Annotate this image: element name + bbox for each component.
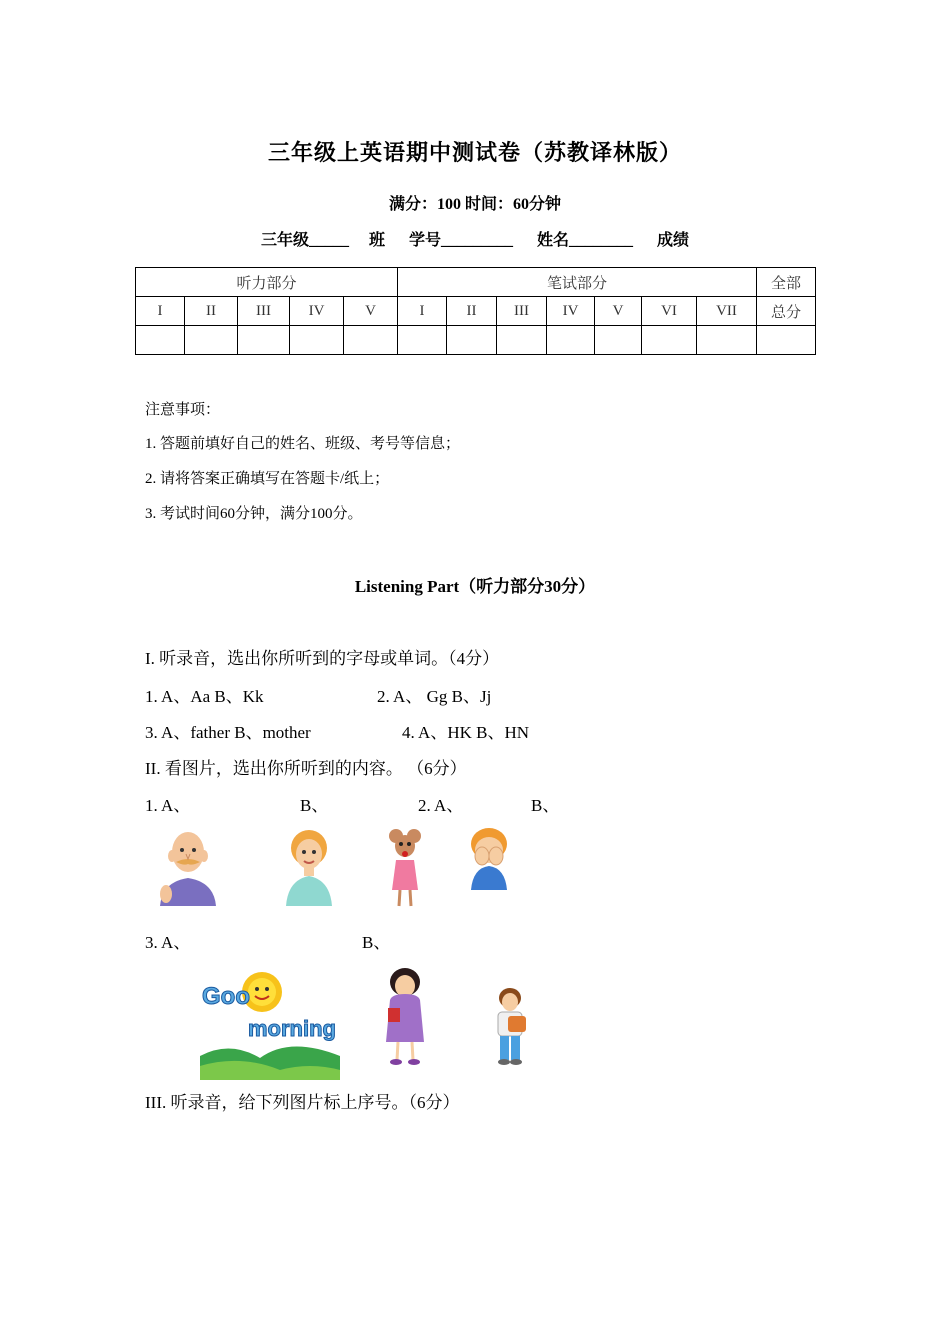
col-l5: V bbox=[344, 297, 398, 326]
note-item: 1. 答题前填好自己的姓名、班级、考号等信息； bbox=[145, 436, 461, 452]
total-header: 全部 bbox=[757, 268, 816, 297]
father-image bbox=[152, 826, 224, 908]
notes-heading: 注意事项： bbox=[145, 402, 221, 418]
boy-face-image bbox=[467, 826, 511, 892]
q2-item: 3. A、 bbox=[145, 933, 191, 952]
col-l4: IV bbox=[290, 297, 344, 326]
girl-image bbox=[382, 966, 428, 1066]
q2-item: B、 bbox=[362, 933, 391, 952]
writing-header: 笔试部分 bbox=[398, 268, 757, 297]
class-label: 班 bbox=[368, 232, 385, 249]
q1-item: 3. A、father B、mother bbox=[145, 723, 311, 742]
good-morning-image bbox=[200, 966, 340, 1080]
morning-word: morning bbox=[248, 1016, 336, 1041]
page-title: 三年级上英语期中测试卷（苏教译林版） bbox=[267, 140, 682, 165]
section-title: Listening Part（听力部分30分） bbox=[354, 577, 596, 596]
q1-heading: I. 听录音，选出你所听到的字母或单词。（4分） bbox=[145, 649, 500, 668]
schoolboy-image bbox=[490, 986, 530, 1068]
q2-item: B、 bbox=[300, 796, 329, 815]
exam-meta: 满分：100 时间：60分钟 bbox=[388, 196, 561, 213]
note-item: 2. 请将答案正确填写在答题卡/纸上； bbox=[145, 471, 390, 487]
q2-item: B、 bbox=[531, 796, 560, 815]
q1-item: 1. A、Aa B、Kk bbox=[145, 687, 264, 706]
q3-heading: III. 听录音，给下列图片标上序号。（6分） bbox=[145, 1093, 460, 1112]
good-word: Goo bbox=[202, 983, 250, 1010]
col-l2: II bbox=[185, 297, 238, 326]
score-row bbox=[136, 326, 816, 355]
q2-item: 2. A、 bbox=[418, 796, 464, 815]
col-w5: V bbox=[595, 297, 642, 326]
q2-item: 1. A、 bbox=[145, 796, 191, 815]
mouse-image bbox=[386, 826, 424, 908]
total-col: 总分 bbox=[757, 297, 816, 326]
listening-header: 听力部分 bbox=[136, 268, 398, 297]
note-item: 3. 考试时间60分钟，满分100分。 bbox=[145, 506, 363, 522]
col-w6: VI bbox=[642, 297, 697, 326]
col-w2: II bbox=[447, 297, 497, 326]
q1-item: 2. A、 Gg B、Jj bbox=[377, 687, 492, 706]
student-info bbox=[0, 227, 950, 250]
col-w1: I bbox=[398, 297, 447, 326]
q2-heading: II. 看图片，选出你所听到的内容。 （6分） bbox=[145, 759, 467, 778]
score-table bbox=[135, 267, 816, 355]
col-w4: IV bbox=[547, 297, 595, 326]
q1-item: 4. A、HK B、HN bbox=[402, 723, 530, 742]
score-label: 成绩 bbox=[657, 232, 690, 249]
name-field: 姓名________ bbox=[537, 232, 634, 249]
mother-image bbox=[280, 826, 338, 908]
col-w7: VII bbox=[697, 297, 757, 326]
col-l1: I bbox=[136, 297, 185, 326]
grade-field: 三年级_____ bbox=[260, 232, 349, 249]
student-no-field: 学号_________ bbox=[408, 232, 513, 249]
col-w3: III bbox=[497, 297, 547, 326]
col-l3: III bbox=[238, 297, 290, 326]
